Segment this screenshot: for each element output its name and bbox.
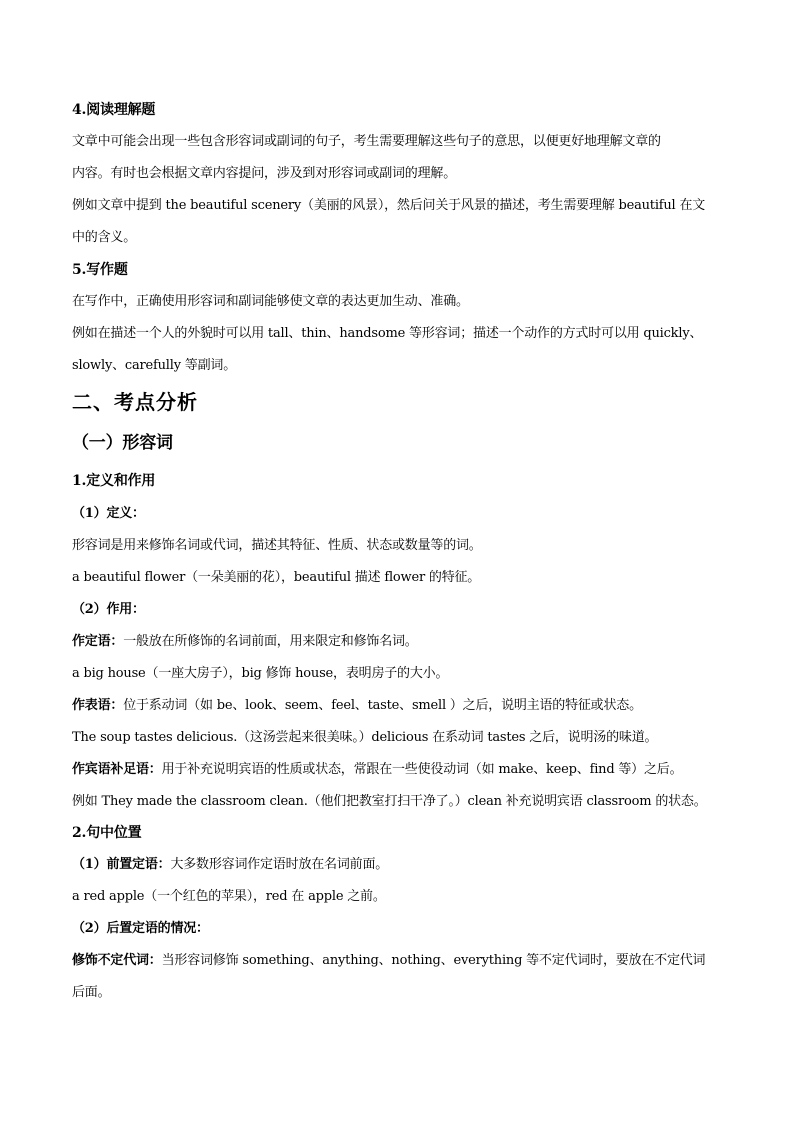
paragraph-line: 形容词是用来修饰名词或代词，描述其特征、性质、状态或数量等的词。 [72,538,482,553]
heading-definition-function: 1.定义和作用 [72,473,156,489]
heading-position: 2.句中位置 [72,825,142,841]
pre-attributive-text: 大多数形容词作定语时放在名词前面。 [170,857,389,872]
example-line: 例如 They made the classroom clean.（他们把教室打扫干净了。）clean 补充说明宾语 classroom 的状态。 [72,794,707,809]
paragraph-line: 后面。 [72,985,111,1000]
attributive-label: 作定语： [72,634,124,649]
subsection-title: （一）形容词 [72,433,173,453]
example-line: a big house（一座大房子），big 修饰 house，表明房子的大小。 [72,666,449,681]
predicative-label: 作表语： [72,698,124,713]
predicative-line [72,697,732,715]
paragraph-line: slowly、carefully 等副词。 [72,358,237,373]
paragraph-line: 内容。有时也会根据文章内容提问，涉及到对形容词或副词的理解。 [72,166,457,181]
heading-reading-comprehension: 4.阅读理解题 [72,102,156,118]
heading-writing: 5.写作题 [72,262,128,278]
paragraph-line: 例如在描述一个人的外貌时可以用 tall、thin、handsome 等形容词；描述一个动作的方式时可以用 quickly、 [72,326,703,341]
complement-label: 作宾语补足语： [72,762,162,777]
paragraph-line: 在写作中，正确使用形容词和副词能够使文章的表达更加生动、准确。 [72,294,469,309]
predicative-text: 位于系动词（如 be、look、seem、feel、taste、smell ）之后，说明主语的特征或状态。 [123,698,642,713]
attributive-line [72,633,732,651]
paragraph-line: 中的含义。 [72,230,137,245]
pre-attributive-label: （1）前置定语： [72,857,171,872]
complement-line [72,761,732,779]
example-line: The soup tastes delicious.（这汤尝起来很美味。）delicious 在系动词 tastes 之后，说明汤的味道。 [72,730,658,745]
indefinite-pronoun-text: 当形容词修饰 something、anything、nothing、everything 等不定代词时，要放在不定代词 [161,953,706,968]
section-title: 二、考点分析 [72,390,198,414]
example-line: a beautiful flower（一朵美丽的花），beautiful 描述 flower 的特征。 [72,570,481,585]
label-post-attributive: （2）后置定语的情况： [72,921,209,936]
label-definition: （1）定义： [72,506,145,521]
paragraph-line: 文章中可能会出现一些包含形容词或副词的句子，考生需要理解这些句子的意思，以便更好地理解文章的 [72,134,661,149]
pre-attributive-line [72,856,732,874]
indefinite-pronoun-line [72,952,732,970]
complement-text: 用于补充说明宾语的性质或状态，常跟在一些使役动词（如 make、keep、find 等）之后。 [161,762,683,777]
indefinite-pronoun-label: 修饰不定代词： [72,953,162,968]
label-function: （2）作用： [72,602,145,617]
example-line: a red apple（一个红色的苹果），red 在 apple 之前。 [72,889,386,904]
attributive-text: 一般放在所修饰的名词前面，用来限定和修饰名词。 [123,634,418,649]
paragraph-line: 例如文章中提到 the beautiful scenery（美丽的风景），然后问关于风景的描述，考生需要理解 beautiful 在文 [72,198,706,213]
